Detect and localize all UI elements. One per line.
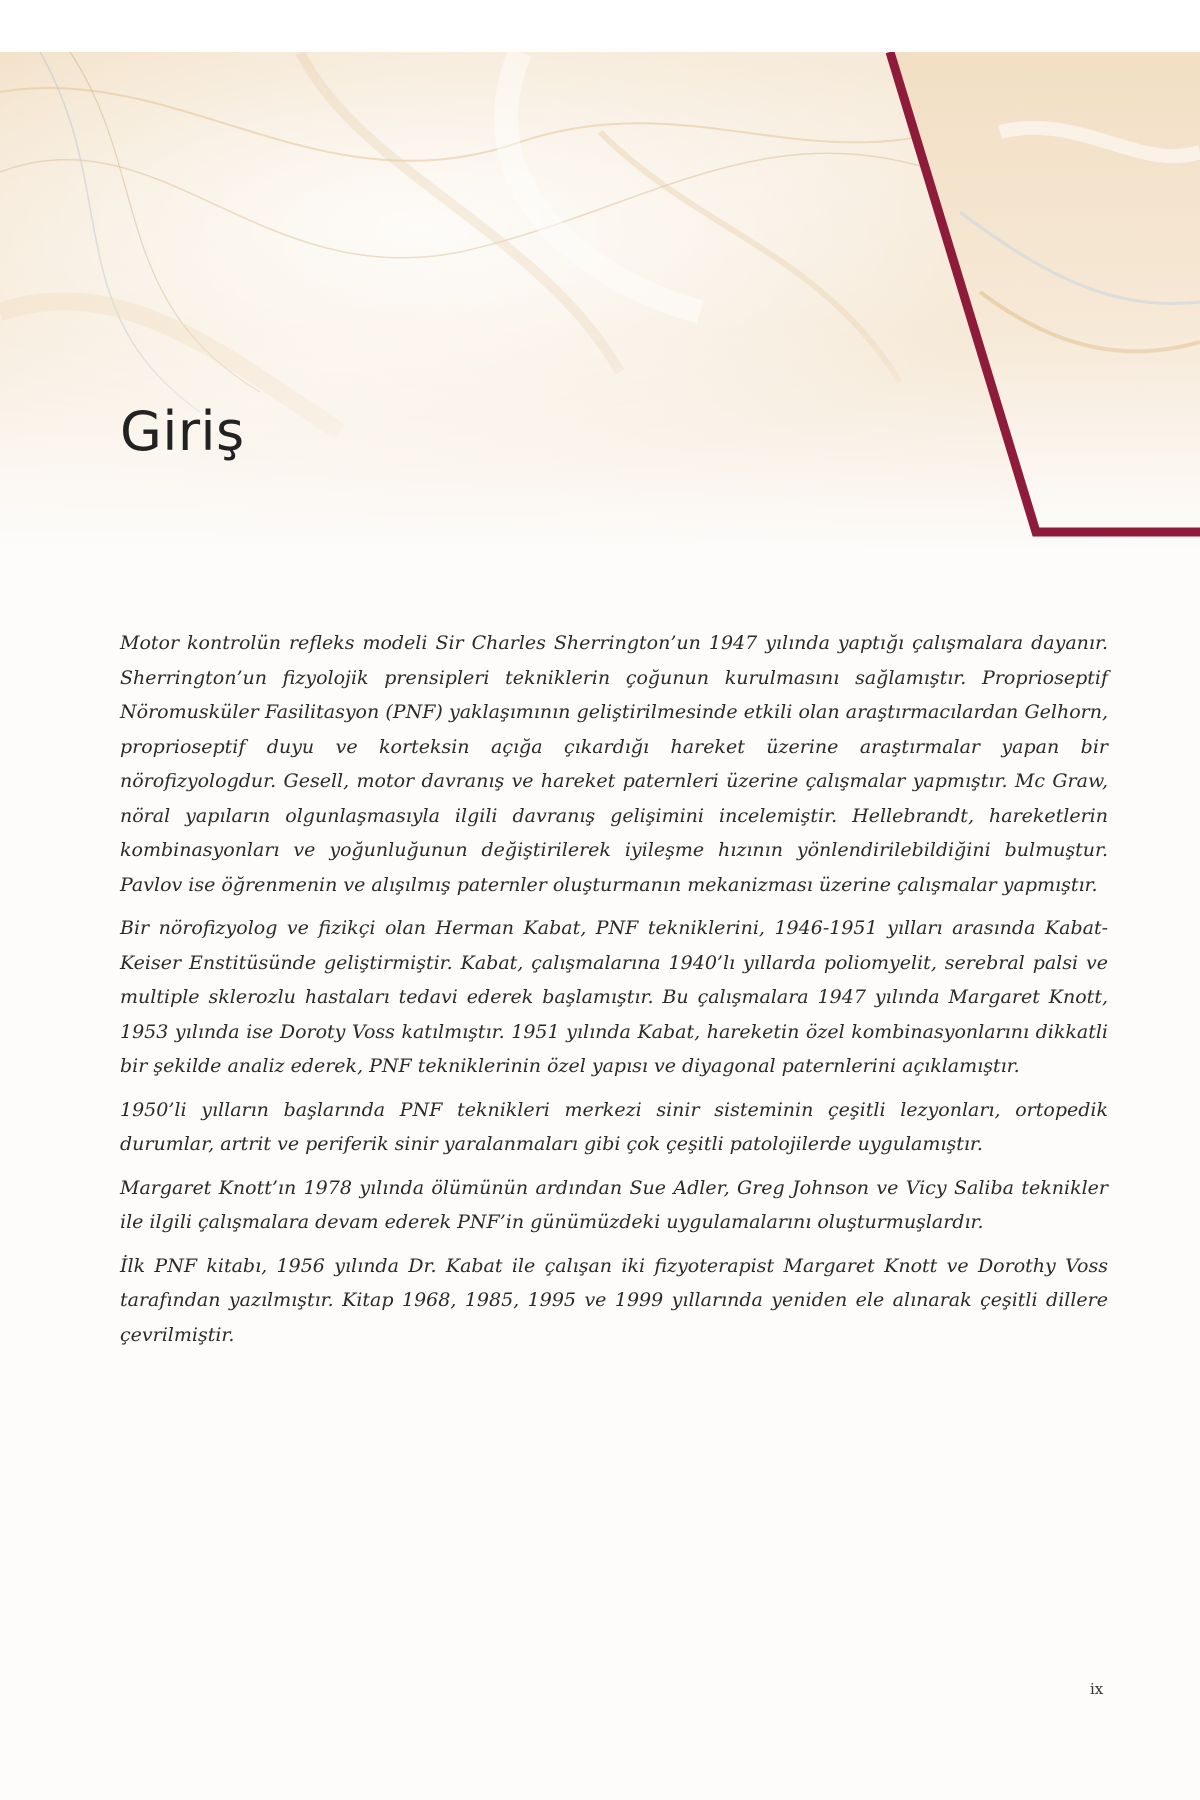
chapter-title: Giriş xyxy=(120,400,245,463)
paragraph: 1950’li yılların başlarında PNF teknikleri merkezi sinir sisteminin çeşitli lezyonları, ortopedik durumlar, artrit ve periferik sinir yaralanmaları gibi çok çeşitli patolojilerde uygulamıştır. xyxy=(120,1098,1108,1155)
paragraph: Margaret Knott’ın 1978 yılında ölümünün ardından Sue Adler, Greg Johnson ve Vicy Saliba teknikler ile ilgili çalışmalara devam ederek PNF’in günümüzdeki uygulamalarını oluşturmuşlardır. xyxy=(120,1176,1108,1233)
page-number: ix xyxy=(1090,1680,1104,1698)
top-margin xyxy=(0,0,1200,52)
body-text xyxy=(120,626,1108,1361)
header-background-art xyxy=(0,52,1200,552)
paragraph: İlk PNF kitabı, 1956 yılında Dr. Kabat ile çalışan iki fizyoterapist Margaret Knott ve Dorothy Voss tarafından yazılmıştır. Kitap 1968, 1985, 1995 ve 1999 yıllarında yeniden ele alınarak çeşitli dillere çevrilmiştir. xyxy=(120,1254,1108,1346)
paragraph: Bir nörofizyolog ve fizikçi olan Herman Kabat, PNF tekniklerini, 1946-1951 yılları arasında Kabat-Keiser Enstitüsünde geliştirmiştir. Kabat, çalışmalarına 1940’lı yıllarda poliomyelit, serebral palsi ve multiple sklerozlu hastaları tedavi ederek başlamıştır. Bu çalışmalara 1947 yılında Margaret Knott, 1953 yılında ise Doroty Voss katılmıştır. 1951 yılında Kabat, hareketin özel kombinasyonlarını dikkatli bir şekilde analiz ederek, PNF tekniklerinin özel yapısı ve diyagonal paternlerini açıklamıştır. xyxy=(120,917,1108,1077)
paragraph: Motor kontrolün refleks modeli Sir Charles Sherrington’un 1947 yılında yaptığı çalışmalara dayanır. Sherrington’un fizyolojik prensipleri tekniklerin çoğunun kurulmasını sağlamıştır. Proprioseptif Nöromusküler Fasilitasyon (PNF) yaklaşımının geliştirilmesinde etkili olan araştırmacılardan Gelhorn, proprioseptif duyu ve korteksin açığa çıkardığı hareket üzerine araştırmalar yapan bir nörofizyologdur. Gesell, motor davranış ve hareket paternleri üzerine çalışmalar yapmıştır. Mc Graw, nöral yapıların olgunlaşmasıyla ilgili davranış gelişimini incelemiştir. Hellebrandt, hareketlerin kombinasyonları ve yoğunluğunun değiştirilerek iyileşme hızının yönlendirilebildiğini bulmuştur. Pavlov ise öğrenmenin ve alışılmış paternler oluşturmanın mekanizması üzerine çalışmalar yapmıştır. xyxy=(120,632,1108,896)
